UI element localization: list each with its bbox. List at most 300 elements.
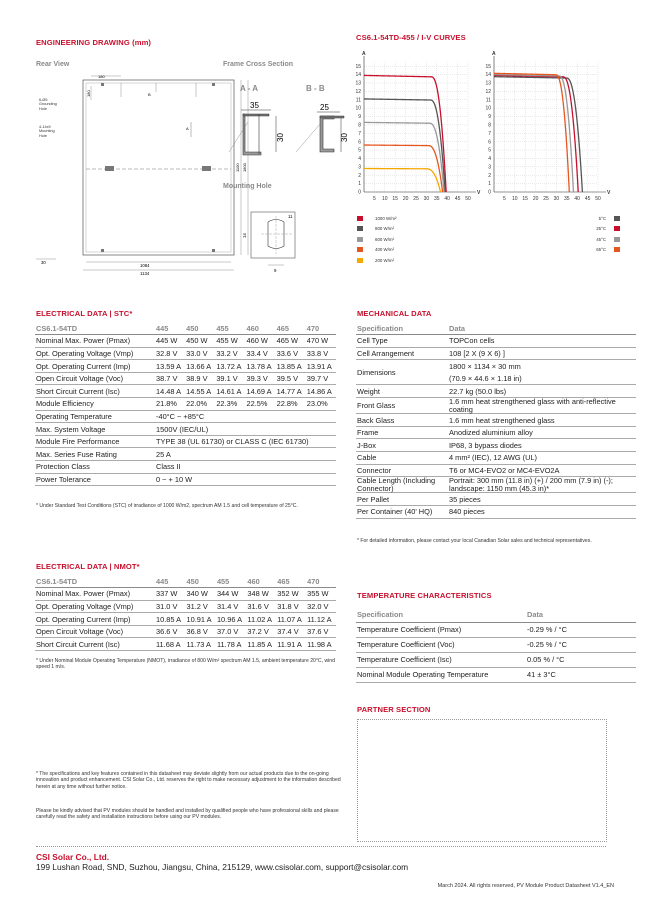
table-cell: 37.6 V [306, 625, 336, 638]
table-header-cell: 470 [306, 575, 336, 588]
table-cell: 10.85 A [155, 613, 185, 626]
y-tick-label: 2 [488, 172, 491, 179]
x-tick-label: 45 [584, 196, 591, 202]
legend-item [582, 213, 620, 224]
x-tick-label: 30 [423, 196, 430, 202]
svg-text:180: 180 [86, 90, 91, 97]
y-tick-label: 6 [358, 139, 361, 146]
x-tick-label: 50 [595, 196, 601, 202]
elec-nmot-title: ELECTRICAL DATA | NMOT* [36, 562, 140, 571]
table-cell: Anodized aluminium alloy [448, 426, 636, 439]
y-tick-label: 3 [488, 164, 491, 171]
table-cell: Cable Length (Including Connector) [356, 477, 448, 493]
table-row [356, 414, 636, 427]
svg-text:1100: 1100 [235, 163, 240, 172]
table-cell: 1500V (IEC/UL) [155, 423, 336, 436]
table-row [35, 360, 336, 373]
table-cell: Front Glass [356, 398, 448, 414]
y-tick-label: 2 [358, 172, 361, 179]
elec-stc-footnote: * Under Standard Test Conditions (STC) of irradiance of 1000 W/m2, spectrum AM 1.5 and cell temperature of 25°C. [36, 503, 298, 509]
iv-curve [494, 77, 582, 192]
y-tick-label: 5 [358, 147, 361, 154]
y-tick-label: 8 [358, 122, 361, 129]
elec-nmot-table [35, 575, 336, 651]
x-tick-label: 20 [532, 196, 539, 202]
table-cell: Power Tolerance [35, 473, 155, 486]
legend-label: 200 W/m² [375, 257, 395, 263]
table-cell: 11.73 A [185, 638, 215, 651]
iv-panel [485, 51, 611, 202]
x-tick-label: 15 [522, 196, 528, 202]
table-cell: -0.29 % / °C [526, 622, 636, 637]
table-row [356, 426, 636, 439]
y-tick-label: 0 [488, 189, 491, 196]
svg-text:9: 9 [274, 268, 277, 273]
table-cell: -40°C ~ +85°C [155, 410, 336, 423]
table-row [35, 385, 336, 398]
iv-curves-title: CS6.1-54TD-455 / I-V CURVES [356, 33, 466, 42]
legend-label: 65°C [596, 247, 606, 253]
table-cell: T6 or MC4-EVO2 or MC4-EVO2A [448, 464, 636, 477]
table-row [35, 600, 336, 613]
legend-swatch [357, 237, 363, 242]
table-cell: Operating Temperature [35, 410, 155, 423]
y-tick-label: 14 [355, 72, 361, 79]
table-cell: 348 W [246, 588, 276, 601]
y-tick-label: 5 [488, 147, 491, 154]
table-cell: Cable [356, 452, 448, 465]
table-cell: Per Pallet [356, 493, 448, 506]
table-row [356, 439, 636, 452]
table-cell: TYPE 38 (UL 61730) or CLASS C (IEC 61730) [155, 435, 336, 448]
rear-view-label: Rear View [36, 61, 70, 68]
table-cell: 22.8% [276, 398, 306, 411]
table-cell: Short Circuit Current (Isc) [35, 638, 155, 651]
table-cell: 0.05 % / °C [526, 652, 636, 667]
table-header-cell: 465 [276, 575, 306, 588]
elec-stc-title: ELECTRICAL DATA | STC* [36, 309, 133, 318]
legend-item [357, 245, 396, 256]
y-tick-label: 1 [488, 181, 491, 188]
table-row [356, 335, 636, 348]
table-row [35, 410, 336, 423]
x-tick-label: 10 [382, 196, 388, 202]
x-tick-label: 40 [574, 196, 580, 202]
x-tick-label: 50 [465, 196, 471, 202]
table-cell: 32.8 V [155, 347, 185, 360]
legend-label: 25°C [596, 226, 606, 232]
legend-item [582, 245, 620, 256]
table-cell: 32.0 V [306, 600, 336, 613]
table-cell: 13.85 A [276, 360, 306, 373]
mounting-hole-label: Mounting Hole [223, 183, 272, 190]
table-row [356, 622, 636, 637]
table-cell: 340 W [185, 588, 215, 601]
table-cell: 1.6 mm heat strengthened glass with anti-reflective coating [448, 398, 636, 414]
mechanical-footnote: * For detailed information, please contact your local Canadian Solar sales and technical representatives. [357, 538, 592, 544]
x-tick-label: 25 [543, 196, 549, 202]
table-cell: 14.69 A [245, 385, 275, 398]
y-tick-label: 7 [358, 130, 361, 137]
legend-label: 800 W/m² [375, 226, 395, 232]
table-cell: Module Fire Performance [35, 435, 155, 448]
table-cell: 14.77 A [276, 385, 306, 398]
table-cell: Dimensions [356, 360, 448, 385]
table-cell: 13.66 A [185, 360, 215, 373]
table-header-cell: 445 [155, 322, 185, 335]
table-cell: Opt. Operating Current (Imp) [35, 613, 155, 626]
table-cell: 33.0 V [185, 347, 215, 360]
legend-item [582, 234, 620, 245]
mounting-hole-drawing [242, 212, 295, 273]
table-row [35, 335, 336, 348]
x-tick-label: 20 [402, 196, 409, 202]
table-cell: 33.2 V [215, 347, 245, 360]
table-cell: 36.6 V [155, 625, 185, 638]
y-tick-label: 8 [488, 122, 491, 129]
table-cell: 13.59 A [155, 360, 185, 373]
table-header-row [356, 607, 636, 622]
y-tick-label: 10 [485, 105, 491, 112]
table-cell: 22.7 kg (50.0 lbs) [448, 385, 636, 398]
table-cell: 25 A [155, 448, 336, 461]
y-tick-label: 9 [358, 114, 361, 121]
grounding-hole-line: 6-Ø5 [39, 98, 48, 102]
table-header-cell: 460 [246, 575, 276, 588]
table-cell: 1.6 mm heat strengthened glass [448, 414, 636, 427]
table-cell: 22.0% [185, 398, 215, 411]
table-cell: 460 W [245, 335, 275, 348]
table-cell: 344 W [216, 588, 246, 601]
table-cell: 11.91 A [276, 638, 306, 651]
table-cell: J-Box [356, 439, 448, 452]
grounding-hole-line: Grounding [39, 102, 57, 107]
table-cell: 11.68 A [155, 638, 185, 651]
table-cell: 39.5 V [276, 372, 306, 385]
table-header-row [35, 322, 336, 335]
table-cell: -0.25 % / °C [526, 637, 636, 652]
svg-text:11: 11 [288, 214, 293, 219]
irradiance-legend [357, 213, 396, 266]
svg-text:B: B [148, 92, 151, 97]
table-cell: 11.85 A [246, 638, 276, 651]
table-row [35, 638, 336, 651]
table-header-cell: 455 [215, 322, 245, 335]
table-row [35, 347, 336, 360]
table-header-cell: Specification [356, 322, 448, 335]
table-cell: Max. Series Fuse Rating [35, 448, 155, 461]
table-cell: Class II [155, 461, 336, 474]
table-cell: 22.5% [245, 398, 275, 411]
table-cell: 0 ~ + 10 W [155, 473, 336, 486]
table-header-cell: 465 [276, 322, 306, 335]
table-row [356, 360, 636, 373]
table-cell: 22.3% [215, 398, 245, 411]
legend-swatch [614, 216, 620, 221]
mounting-hole-line: Mounting [39, 129, 55, 134]
table-cell: Nominal Max. Power (Pmax) [35, 588, 155, 601]
table-cell: 33.6 V [276, 347, 306, 360]
svg-text:30: 30 [41, 260, 46, 265]
table-row [356, 477, 636, 493]
table-cell: 11.98 A [306, 638, 336, 651]
legend-swatch [357, 247, 363, 252]
table-cell: 10.91 A [185, 613, 215, 626]
legend-swatch [357, 226, 363, 231]
legend-swatch [614, 247, 620, 252]
y-tick-label: 6 [488, 139, 491, 146]
table-cell: 4 mm² (IEC), 12 AWG (UL) [448, 452, 636, 465]
table-cell: Opt. Operating Current (Imp) [35, 360, 155, 373]
section-aa-drawing [229, 101, 285, 155]
table-cell: 13.72 A [215, 360, 245, 373]
legend-swatch [614, 226, 620, 231]
table-cell: Temperature Coefficient (Isc) [356, 652, 526, 667]
table-row [356, 637, 636, 652]
y-tick-label: 10 [355, 105, 361, 112]
legend-label: 600 W/m² [375, 236, 395, 242]
table-cell: IP68, 3 bypass diodes [448, 439, 636, 452]
table-row [356, 667, 636, 682]
table-cell: 14.55 A [185, 385, 215, 398]
table-cell: 355 W [306, 588, 336, 601]
y-tick-label: 0 [358, 189, 361, 196]
svg-text:1084: 1084 [140, 263, 150, 268]
section-aa-label: A - A [240, 84, 259, 93]
table-cell: Open Circuit Voltage (Voc) [35, 625, 155, 638]
table-header-cell: CS6.1-54TD [35, 575, 155, 588]
table-cell: Opt. Operating Voltage (Vmp) [35, 347, 155, 360]
y-tick-label: 13 [355, 80, 361, 87]
table-cell: 445 W [155, 335, 185, 348]
section-bb-drawing [296, 103, 349, 152]
mounting-hole-mark [202, 166, 211, 171]
x-tick-label: 45 [454, 196, 461, 202]
table-header-cell: 445 [155, 575, 185, 588]
legend-swatch [357, 216, 363, 221]
legend-swatch [614, 237, 620, 242]
table-cell: 36.8 V [185, 625, 215, 638]
table-cell: 14.48 A [155, 385, 185, 398]
mounting-hole-line: Hole [39, 133, 47, 138]
svg-text:35: 35 [250, 101, 259, 110]
temperature-title: TEMPERATURE CHARACTERISTICS [357, 591, 492, 600]
table-row [35, 423, 336, 436]
table-cell: 14.86 A [306, 385, 336, 398]
table-cell: 41 ± 3°C [526, 667, 636, 682]
table-cell: 31.0 V [155, 600, 185, 613]
mechanical-title: MECHANICAL DATA [357, 309, 432, 318]
table-cell: Per Container (40' HQ) [356, 506, 448, 519]
table-cell: 37.4 V [276, 625, 306, 638]
table-cell: 31.4 V [216, 600, 246, 613]
table-cell: 450 W [185, 335, 215, 348]
table-cell: Open Circuit Voltage (Voc) [35, 372, 155, 385]
table-cell: Cell Arrangement [356, 347, 448, 360]
table-cell: Temperature Coefficient (Voc) [356, 637, 526, 652]
mounting-hole-mark [105, 166, 114, 171]
table-cell: 13.91 A [306, 360, 336, 373]
table-row [35, 473, 336, 486]
table-cell: 39.3 V [245, 372, 275, 385]
table-row [35, 613, 336, 626]
table-row [35, 435, 336, 448]
table-cell: 23.0% [306, 398, 336, 411]
iv-panel [355, 51, 481, 202]
table-cell: 108 [2 X (9 X 6) ] [448, 347, 636, 360]
legend-swatch [357, 258, 363, 263]
y-tick-label: 12 [355, 88, 361, 95]
svg-text:1800: 1800 [242, 163, 247, 172]
table-row [35, 625, 336, 638]
svg-text:30: 30 [276, 133, 285, 142]
y-axis-label: A [492, 51, 496, 57]
svg-text:25: 25 [320, 103, 329, 112]
svg-text:A: A [186, 126, 189, 131]
partner-box [357, 719, 607, 842]
table-cell: 38.9 V [185, 372, 215, 385]
y-tick-label: 11 [355, 97, 361, 104]
iv-curve [364, 169, 441, 192]
partner-title: PARTNER SECTION [357, 705, 431, 714]
y-tick-label: 1 [358, 181, 361, 188]
y-tick-label: 3 [358, 164, 361, 171]
y-tick-label: 15 [355, 63, 361, 70]
table-cell: Nominal Module Operating Temperature [356, 667, 526, 682]
table-cell: 11.07 A [276, 613, 306, 626]
table-header-row [35, 575, 336, 588]
y-axis-label: A [362, 51, 366, 57]
x-tick-label: 10 [512, 196, 518, 202]
table-cell: Portrait: 300 mm (11.8 in) (+) / 200 mm (7.9 in) (-); landscape: 1150 mm (45.3 in)* [448, 477, 636, 493]
x-tick-label: 5 [503, 196, 506, 202]
table-cell: 11.12 A [306, 613, 336, 626]
temperature-legend [582, 213, 620, 255]
table-cell: Opt. Operating Voltage (Vmp) [35, 600, 155, 613]
table-cell: 21.8% [155, 398, 185, 411]
table-cell: 455 W [215, 335, 245, 348]
table-row [356, 652, 636, 667]
table-row [356, 506, 636, 519]
iv-curve [494, 73, 569, 192]
table-header-cell: 470 [306, 322, 336, 335]
table-cell: 39.1 V [215, 372, 245, 385]
mechanical-table [356, 322, 636, 519]
table-cell: 10.96 A [216, 613, 246, 626]
elec-nmot-footnote: * Under Nominal Module Operating Temperature (NMOT), irradiance of 800 W/m² spectrum AM 1.5, ambient temperature 20°C, wind speed 1 m/s. [36, 658, 335, 671]
x-axis-label: V [607, 190, 611, 196]
temperature-table [356, 607, 636, 683]
table-cell: Back Glass [356, 414, 448, 427]
table-cell: 14.61 A [215, 385, 245, 398]
legend-label: 400 W/m² [375, 247, 395, 253]
table-cell: 31.6 V [246, 600, 276, 613]
table-row [356, 493, 636, 506]
footer-company: CSI Solar Co., Ltd. [36, 852, 110, 862]
table-cell: 1800 × 1134 × 30 mm [449, 361, 521, 371]
disclaimer-1: * The specifications and key features contained in this datasheet may deviate slightly from our actual products due to the on-going innovation and product enhancement. CSI Solar Co., Ltd. reserves the right to make necessary adjustment to the information described herein at any time without further notice. [36, 771, 341, 790]
table-cell: Max. System Voltage [35, 423, 155, 436]
y-tick-label: 9 [488, 114, 491, 121]
table-cell: 465 W [276, 335, 306, 348]
table-cell: 352 W [276, 588, 306, 601]
iv-curve [364, 122, 444, 192]
frame-cross-section-label: Frame Cross Section [223, 61, 294, 68]
legend-label: 45°C [596, 236, 606, 242]
y-tick-label: 15 [485, 63, 491, 70]
table-row [35, 588, 336, 601]
table-cell: Cell Type [356, 335, 448, 348]
table-cell: (70.9 × 44.6 × 1.18 in) [448, 372, 636, 385]
table-row [356, 347, 636, 360]
table-cell: Protection Class [35, 461, 155, 474]
grounding-hole-line: Hole [39, 106, 47, 111]
legend-label: 1000 W/m² [375, 215, 397, 221]
legend-item [582, 224, 620, 235]
footer-divider [36, 846, 606, 847]
table-cell: Nominal Max. Power (Pmax) [35, 335, 155, 348]
table-cell: 33.8 V [306, 347, 336, 360]
table-header-cell: Data [448, 322, 636, 335]
table-cell: 31.8 V [276, 600, 306, 613]
y-tick-label: 13 [485, 80, 491, 87]
table-cell: 37.2 V [246, 625, 276, 638]
table-row [35, 398, 336, 411]
table-cell: Temperature Coefficient (Pmax) [356, 622, 526, 637]
y-tick-label: 7 [488, 130, 491, 137]
table-cell: 37.0 V [216, 625, 246, 638]
legend-label: 5°C [598, 215, 606, 221]
x-tick-label: 35 [434, 196, 440, 202]
table-cell: 35 pieces [448, 493, 636, 506]
iv-curves-chart [346, 48, 636, 208]
engineering-drawing [36, 72, 348, 278]
table-cell: 38.7 V [155, 372, 185, 385]
footer-address: 199 Lushan Road, SND, Suzhou, Jiangsu, China, 215129, www.csisolar.com, support@csisolar.com [36, 862, 409, 872]
x-tick-label: 30 [553, 196, 560, 202]
x-tick-label: 40 [444, 196, 450, 202]
table-row [35, 461, 336, 474]
table-header-cell: Data [526, 607, 636, 622]
x-tick-label: 35 [564, 196, 570, 202]
legend-item [357, 234, 396, 245]
table-row [356, 385, 636, 398]
svg-text:14: 14 [242, 233, 247, 238]
y-tick-label: 4 [488, 156, 491, 163]
table-cell: 11.78 A [216, 638, 246, 651]
x-tick-label: 5 [373, 196, 376, 202]
svg-text:30: 30 [340, 133, 349, 142]
y-tick-label: 11 [485, 97, 491, 104]
table-cell: TOPCon cells [448, 335, 636, 348]
table-row [356, 398, 636, 414]
table-cell: 840 pieces [448, 506, 636, 519]
table-header-cell: Specification [356, 607, 526, 622]
table-cell: 31.2 V [185, 600, 215, 613]
table-row [356, 464, 636, 477]
y-tick-label: 14 [485, 72, 491, 79]
table-header-cell: CS6.1-54TD [35, 322, 155, 335]
table-cell: Weight [356, 385, 448, 398]
x-tick-label: 25 [413, 196, 419, 202]
table-header-cell: 460 [245, 322, 275, 335]
y-tick-label: 12 [485, 88, 491, 95]
x-tick-label: 15 [392, 196, 398, 202]
table-row [356, 452, 636, 465]
disclaimer-2: Please be kindly advised that PV modules should be handled and installed by qualified people who have professional skills and please carefully read the safety and installation instructions before using our PV modules. [36, 808, 339, 821]
table-cell: 13.78 A [245, 360, 275, 373]
table-cell: 337 W [155, 588, 185, 601]
